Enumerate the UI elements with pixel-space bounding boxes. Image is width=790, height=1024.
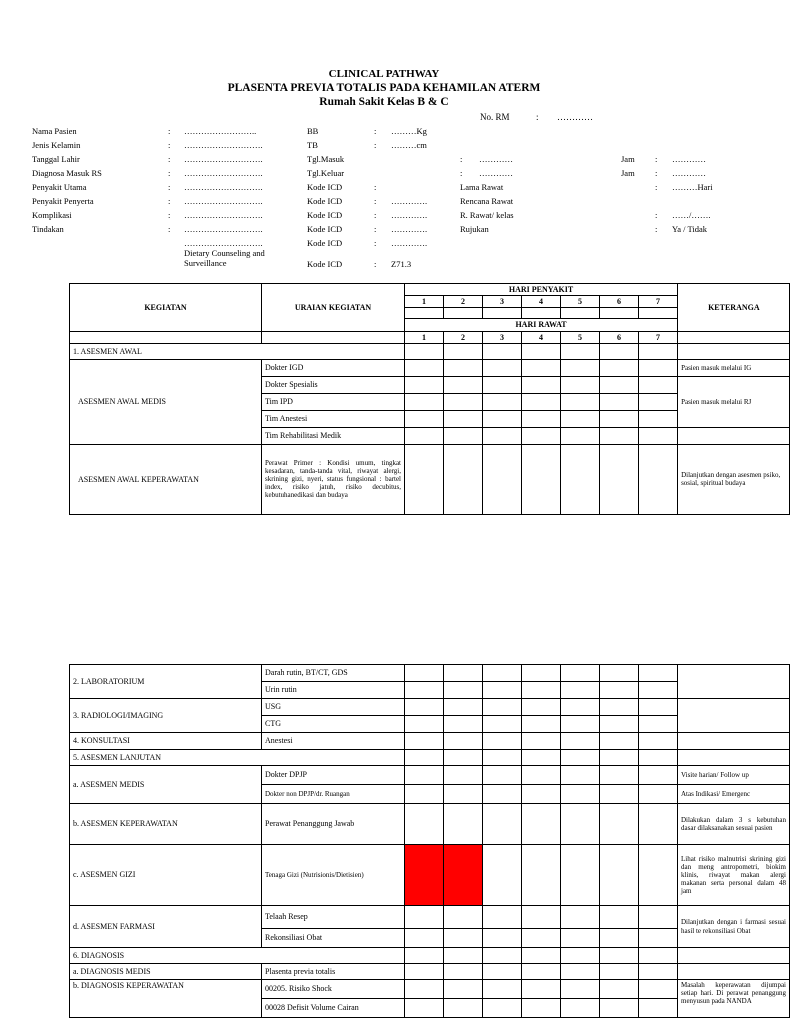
check-cell[interactable] bbox=[444, 359, 483, 376]
check-cell[interactable] bbox=[444, 766, 483, 785]
value-kode-icd-z713: Z71.3 bbox=[391, 259, 412, 269]
ket-asesmen-igd: Pasien masuk melalui IG bbox=[678, 359, 790, 376]
check-cell[interactable] bbox=[600, 716, 639, 733]
label-kode-icd: Kode ICD bbox=[307, 259, 343, 269]
check-cell[interactable] bbox=[600, 410, 639, 427]
check-cell[interactable] bbox=[444, 733, 483, 750]
colon: : bbox=[168, 182, 171, 192]
check-cell[interactable] bbox=[405, 766, 444, 785]
label-nama-pasien: Nama Pasien bbox=[32, 126, 77, 136]
value-kode-icd[interactable]: …………. bbox=[391, 224, 428, 234]
label-ruang-rawat: R. Rawat/ kelas bbox=[460, 210, 514, 220]
check-cell[interactable] bbox=[444, 410, 483, 427]
check-cell[interactable] bbox=[600, 929, 639, 948]
colon: : bbox=[374, 224, 377, 234]
value-kode-icd[interactable]: …………. bbox=[391, 196, 428, 206]
value-jam-masuk[interactable]: ………… bbox=[672, 154, 706, 164]
item-tim-rehab: Tim Rehabilitasi Medik bbox=[262, 427, 405, 444]
section-asesmen-lanjutan: 5. ASESMEN LANJUTAN bbox=[70, 750, 405, 766]
check-cell[interactable] bbox=[522, 716, 561, 733]
text-perawat-primer: Perawat Primer : Kondisi umum, tingkat kesadaran, tanda-tanda vital, riwayat alergi, skrining gizi, nyeri, status fungsional : bartel index, risiko jatuh, risiko decubitus, kebutuhanedikasi dan budaya bbox=[262, 444, 405, 514]
check-cell[interactable] bbox=[405, 682, 444, 699]
check-cell[interactable] bbox=[405, 980, 444, 999]
ket-asesmen-rj: Pasien masuk melalui RJ bbox=[678, 376, 790, 427]
check-cell[interactable] bbox=[522, 804, 561, 845]
check-cell[interactable] bbox=[639, 665, 678, 682]
value-komplikasi[interactable]: ………………………. bbox=[184, 210, 263, 220]
check-cell[interactable] bbox=[561, 682, 600, 699]
check-cell[interactable] bbox=[522, 964, 561, 980]
check-cell[interactable] bbox=[561, 733, 600, 750]
item-dokter-dpjp: Dokter DPJP bbox=[262, 766, 405, 785]
label-penyakit-utama: Penyakit Utama bbox=[32, 182, 87, 192]
check-cell[interactable] bbox=[600, 682, 639, 699]
check-cell[interactable] bbox=[639, 980, 678, 999]
label-tgl-keluar: Tgl.Keluar bbox=[307, 168, 345, 178]
check-cell[interactable] bbox=[483, 999, 522, 1018]
check-cell[interactable] bbox=[483, 444, 522, 514]
item-darah-rutin: Darah rutin, BT/CT, GDS bbox=[262, 665, 405, 682]
colon: : bbox=[168, 210, 171, 220]
check-cell[interactable] bbox=[639, 766, 678, 785]
label-komplikasi: Komplikasi bbox=[32, 210, 72, 220]
date-cell[interactable] bbox=[600, 308, 639, 319]
value-ruang-rawat[interactable]: ……/……. bbox=[672, 210, 711, 220]
item-anestesi: Anestesi bbox=[262, 733, 405, 750]
check-cell[interactable] bbox=[639, 410, 678, 427]
item-defisit-volume: 00028 Defisit Volume Cairan bbox=[262, 999, 405, 1018]
no-rm-colon: : bbox=[536, 112, 539, 122]
colon: : bbox=[374, 259, 377, 269]
check-cell[interactable] bbox=[600, 444, 639, 514]
blank-cell bbox=[70, 331, 262, 343]
item-dokter-spesialis: Dokter Spesialis bbox=[262, 376, 405, 393]
check-cell[interactable] bbox=[405, 359, 444, 376]
check-cell[interactable] bbox=[561, 376, 600, 393]
check-cell[interactable] bbox=[444, 444, 483, 514]
check-cell[interactable] bbox=[522, 376, 561, 393]
section-diagnosis: 6. DIAGNOSIS bbox=[70, 948, 405, 964]
label-rujukan: Rujukan bbox=[460, 224, 489, 234]
check-cell[interactable] bbox=[522, 845, 561, 906]
label-lama-rawat: Lama Rawat bbox=[460, 182, 504, 192]
no-rm-value[interactable]: ………… bbox=[557, 112, 594, 122]
check-cell[interactable] bbox=[522, 665, 561, 682]
value-nama-pasien[interactable]: …………………….. bbox=[184, 126, 257, 136]
pathway-table-2 bbox=[69, 664, 790, 1018]
check-cell[interactable] bbox=[405, 716, 444, 733]
check-cell[interactable] bbox=[639, 682, 678, 699]
check-cell[interactable] bbox=[405, 999, 444, 1018]
header-kegiatan: KEGIATAN bbox=[70, 284, 262, 332]
check-cell[interactable] bbox=[483, 785, 522, 804]
date-cell[interactable] bbox=[405, 308, 444, 319]
check-cell[interactable] bbox=[600, 999, 639, 1018]
day-number: 1 bbox=[405, 331, 444, 343]
check-cell[interactable] bbox=[639, 376, 678, 393]
label-bb: BB bbox=[307, 126, 319, 136]
check-cell[interactable] bbox=[600, 359, 639, 376]
check-cell[interactable] bbox=[483, 845, 522, 906]
day-number: 7 bbox=[639, 331, 678, 343]
header-hari-penyakit: HARI PENYAKIT bbox=[405, 284, 678, 296]
check-cell[interactable] bbox=[561, 785, 600, 804]
check-cell[interactable] bbox=[561, 444, 600, 514]
item-tenaga-gizi: Tenaga Gizi (Nutrisionis/Dietisien) bbox=[262, 845, 405, 906]
check-cell[interactable] bbox=[405, 410, 444, 427]
check-cell[interactable] bbox=[600, 699, 639, 716]
check-cell[interactable] bbox=[405, 444, 444, 514]
label-laboratorium: 2. LABORATORIUM bbox=[70, 665, 262, 699]
colon: : bbox=[655, 154, 658, 164]
check-cell[interactable] bbox=[600, 766, 639, 785]
check-cell[interactable] bbox=[561, 804, 600, 845]
item-usg: USG bbox=[262, 699, 405, 716]
label-asesmen-farmasi: d. ASESMEN FARMASI bbox=[70, 906, 262, 948]
label-tgl-masuk: Tgl.Masuk bbox=[307, 154, 345, 164]
label-jam: Jam bbox=[621, 154, 635, 164]
label-jenis-kelamin: Jenis Kelamin bbox=[32, 140, 81, 150]
check-cell[interactable] bbox=[405, 906, 444, 929]
label-diagnosis-keperawatan: b. DIAGNOSIS KEPERAWATAN bbox=[70, 980, 262, 1018]
check-cell[interactable] bbox=[600, 980, 639, 999]
colon: : bbox=[655, 168, 658, 178]
label-tanggal-lahir: Tanggal Lahir bbox=[32, 154, 80, 164]
item-perawat-pj: Perawat Penanggung Jawab bbox=[262, 804, 405, 845]
date-cell[interactable] bbox=[444, 308, 483, 319]
highlight-cell[interactable] bbox=[405, 845, 444, 906]
ket-indikasi: Atas Indikasi/ Emergenc bbox=[678, 785, 790, 804]
patient-identity-block bbox=[0, 0, 768, 280]
ket-diagnosis-kep: Masalah keperawatan dijumpai setiap hari. Di perawat penanggung menyusun pada NANDA bbox=[678, 980, 790, 1018]
check-cell[interactable] bbox=[522, 999, 561, 1018]
check-cell[interactable] bbox=[483, 929, 522, 948]
check-cell[interactable] bbox=[405, 699, 444, 716]
colon: : bbox=[655, 182, 658, 192]
check-cell[interactable] bbox=[522, 427, 561, 444]
check-cell[interactable] bbox=[444, 716, 483, 733]
check-cell[interactable] bbox=[444, 964, 483, 980]
value-bb[interactable]: ………Kg bbox=[391, 126, 427, 136]
label-asesmen-awal-kep: ASESMEN AWAL KEPERAWATAN bbox=[70, 444, 262, 514]
check-cell[interactable] bbox=[561, 766, 600, 785]
check-cell[interactable] bbox=[639, 716, 678, 733]
no-rm-label: No. RM bbox=[480, 112, 510, 122]
item-plasenta-previa: Plasenta previa totalis bbox=[262, 964, 405, 980]
value-jam-keluar[interactable]: ………… bbox=[672, 168, 706, 178]
day-number: 6 bbox=[600, 331, 639, 343]
check-cell[interactable] bbox=[600, 785, 639, 804]
colon: : bbox=[655, 224, 658, 234]
check-cell[interactable] bbox=[483, 427, 522, 444]
check-cell[interactable] bbox=[561, 427, 600, 444]
check-cell[interactable] bbox=[522, 682, 561, 699]
section-asesmen-awal: 1. ASESMEN AWAL bbox=[70, 343, 405, 359]
check-cell[interactable] bbox=[639, 785, 678, 804]
label-konsultasi: 4. KONSULTASI bbox=[70, 733, 262, 750]
check-cell[interactable] bbox=[561, 410, 600, 427]
check-cell[interactable] bbox=[600, 845, 639, 906]
check-cell[interactable] bbox=[483, 980, 522, 999]
check-cell[interactable] bbox=[405, 964, 444, 980]
check-cell[interactable] bbox=[444, 785, 483, 804]
check-cell[interactable] bbox=[561, 999, 600, 1018]
ket-asesmen-kep: Dilanjutkan dengan asesmen psiko, sosial, spiritual budaya bbox=[678, 444, 790, 514]
date-cell[interactable] bbox=[483, 308, 522, 319]
check-cell[interactable] bbox=[444, 999, 483, 1018]
check-cell[interactable] bbox=[600, 906, 639, 929]
day-number: 4 bbox=[522, 296, 561, 308]
pathway-title: CLINICAL PATHWAY bbox=[328, 68, 440, 80]
day-number: 2 bbox=[444, 331, 483, 343]
label-kode-icd: Kode ICD bbox=[307, 182, 343, 192]
label-asesmen-medis: a. ASESMEN MEDIS bbox=[70, 766, 262, 804]
check-cell[interactable] bbox=[444, 427, 483, 444]
check-cell[interactable] bbox=[522, 980, 561, 999]
check-cell[interactable] bbox=[522, 785, 561, 804]
check-cell[interactable] bbox=[444, 906, 483, 929]
check-cell[interactable] bbox=[639, 929, 678, 948]
day-number: 3 bbox=[483, 331, 522, 343]
check-cell[interactable] bbox=[522, 359, 561, 376]
item-tim-ipd: Tim IPD bbox=[262, 393, 405, 410]
header-keterangan: KETERANGA bbox=[678, 284, 790, 332]
check-cell[interactable] bbox=[522, 393, 561, 410]
label-tb: TB bbox=[307, 140, 318, 150]
check-cell[interactable] bbox=[639, 906, 678, 929]
item-dokter-igd: Dokter IGD bbox=[262, 359, 405, 376]
dietary-counseling: Dietary Counseling and Surveillance bbox=[184, 248, 265, 269]
colon: : bbox=[460, 168, 463, 178]
value-diagnosa-masuk[interactable]: ………………………. bbox=[184, 168, 263, 178]
colon: : bbox=[168, 140, 171, 150]
check-cell[interactable] bbox=[639, 699, 678, 716]
colon: : bbox=[374, 238, 377, 248]
day-number: 3 bbox=[483, 296, 522, 308]
check-cell[interactable] bbox=[561, 665, 600, 682]
item-tim-anestesi: Tim Anestesi bbox=[262, 410, 405, 427]
colon: : bbox=[374, 210, 377, 220]
check-cell[interactable] bbox=[639, 845, 678, 906]
check-cell[interactable] bbox=[600, 733, 639, 750]
check-cell[interactable] bbox=[483, 804, 522, 845]
blank-cell bbox=[262, 331, 405, 343]
ket-keperawatan: Dilakukan dalam 3 s kebutuhan dasar dilaksanakan sesuai pasien bbox=[678, 804, 790, 845]
blank-cell bbox=[678, 331, 790, 343]
pathway-subtitle: PLASENTA PREVIA TOTALIS PADA KEHAMILAN ATERM bbox=[227, 82, 541, 94]
check-cell[interactable] bbox=[483, 376, 522, 393]
check-cell[interactable] bbox=[522, 410, 561, 427]
check-cell[interactable] bbox=[483, 964, 522, 980]
day-number: 1 bbox=[405, 296, 444, 308]
value-tanggal-lahir[interactable]: ………………………. bbox=[184, 154, 263, 164]
check-cell[interactable] bbox=[483, 410, 522, 427]
day-number: 5 bbox=[561, 296, 600, 308]
value-penyakit-penyerta[interactable]: ………………………. bbox=[184, 196, 263, 206]
value-penyakit-utama[interactable]: ………………………. bbox=[184, 182, 263, 192]
colon: : bbox=[168, 224, 171, 234]
check-cell[interactable] bbox=[600, 393, 639, 410]
day-number: 7 bbox=[639, 296, 678, 308]
check-cell[interactable] bbox=[639, 427, 678, 444]
label-kode-icd: Kode ICD bbox=[307, 210, 343, 220]
check-cell[interactable] bbox=[561, 980, 600, 999]
check-cell[interactable] bbox=[405, 393, 444, 410]
colon: : bbox=[374, 196, 377, 206]
value-tindakan[interactable]: ………………………. bbox=[184, 224, 263, 234]
check-cell[interactable] bbox=[639, 359, 678, 376]
label-asesmen-keperawatan: b. ASESMEN KEPERAWATAN bbox=[70, 804, 262, 845]
check-cell[interactable] bbox=[483, 906, 522, 929]
check-cell[interactable] bbox=[444, 699, 483, 716]
label-asesmen-gizi: c. ASESMEN GIZI bbox=[70, 845, 262, 906]
colon: : bbox=[168, 168, 171, 178]
check-cell[interactable] bbox=[561, 716, 600, 733]
check-cell[interactable] bbox=[522, 699, 561, 716]
date-cell[interactable] bbox=[561, 308, 600, 319]
day-number: 4 bbox=[522, 331, 561, 343]
value-tb[interactable]: ………cm bbox=[391, 140, 427, 150]
label-tindakan: Tindakan bbox=[32, 224, 64, 234]
value-jenis-kelamin[interactable]: ………………………. bbox=[184, 140, 263, 150]
check-cell[interactable] bbox=[600, 804, 639, 845]
item-risiko-shock: 00205. Risiko Shock bbox=[262, 980, 405, 999]
check-cell[interactable] bbox=[561, 906, 600, 929]
label-radiologi: 3. RADIOLOGI/IMAGING bbox=[70, 699, 262, 733]
check-cell[interactable] bbox=[561, 964, 600, 980]
hospital-class: Rumah Sakit Kelas B & C bbox=[319, 96, 449, 108]
check-cell[interactable] bbox=[639, 733, 678, 750]
item-dokter-non-dpjp: Dokter non DPJP/dr. Ruangan bbox=[262, 785, 405, 804]
item-ctg: CTG bbox=[262, 716, 405, 733]
check-cell[interactable] bbox=[405, 733, 444, 750]
check-cell[interactable] bbox=[483, 699, 522, 716]
item-telaah-resep: Telaah Resep bbox=[262, 906, 405, 929]
check-cell[interactable] bbox=[639, 999, 678, 1018]
check-cell[interactable] bbox=[405, 427, 444, 444]
header-uraian: URAIAN KEGIATAN bbox=[262, 284, 405, 332]
check-cell[interactable] bbox=[522, 766, 561, 785]
check-cell[interactable] bbox=[405, 665, 444, 682]
colon: : bbox=[374, 140, 377, 150]
value-kode-icd[interactable]: …………. bbox=[391, 238, 428, 248]
day-number: 6 bbox=[600, 296, 639, 308]
check-cell[interactable] bbox=[522, 906, 561, 929]
label-rencana-rawat: Rencana Rawat bbox=[460, 196, 514, 206]
check-cell[interactable] bbox=[483, 716, 522, 733]
check-cell[interactable] bbox=[600, 427, 639, 444]
check-cell[interactable] bbox=[600, 665, 639, 682]
label-penyakit-penyerta: Penyakit Penyerta bbox=[32, 196, 94, 206]
check-cell[interactable] bbox=[405, 376, 444, 393]
check-cell[interactable] bbox=[639, 804, 678, 845]
check-cell[interactable] bbox=[405, 804, 444, 845]
check-cell[interactable] bbox=[483, 682, 522, 699]
item-urin-rutin: Urin rutin bbox=[262, 682, 405, 699]
value-tindakan-2[interactable]: ………………………. bbox=[184, 238, 263, 248]
colon: : bbox=[168, 196, 171, 206]
check-cell[interactable] bbox=[639, 444, 678, 514]
check-cell[interactable] bbox=[444, 980, 483, 999]
label-kode-icd: Kode ICD bbox=[307, 238, 343, 248]
check-cell[interactable] bbox=[405, 785, 444, 804]
label-diagnosis-medis: a. DIAGNOSIS MEDIS bbox=[70, 964, 262, 980]
value-rujukan[interactable]: Ya / Tidak bbox=[672, 224, 708, 234]
value-lama-rawat[interactable]: ………Hari bbox=[672, 182, 713, 192]
colon: : bbox=[168, 126, 171, 136]
date-cell[interactable] bbox=[639, 308, 678, 319]
check-cell[interactable] bbox=[483, 359, 522, 376]
highlight-cell[interactable] bbox=[444, 845, 483, 906]
colon: : bbox=[460, 154, 463, 164]
ket-gizi: Lihat risiko malnutrisi skrining gizi dan meng antropometri, biokim klinis, riwayat makan alergi makanan serta personal dalam 48 jam bbox=[678, 845, 790, 906]
label-jam: Jam bbox=[621, 168, 635, 178]
check-cell[interactable] bbox=[483, 393, 522, 410]
check-cell[interactable] bbox=[444, 929, 483, 948]
value-kode-icd[interactable]: …………. bbox=[391, 210, 428, 220]
colon: : bbox=[168, 154, 171, 164]
day-number: 5 bbox=[561, 331, 600, 343]
check-cell[interactable] bbox=[522, 733, 561, 750]
label-diagnosa-masuk: Diagnosa Masuk RS bbox=[32, 168, 102, 178]
colon: : bbox=[374, 126, 377, 136]
check-cell[interactable] bbox=[561, 359, 600, 376]
header-hari-rawat: HARI RAWAT bbox=[405, 319, 678, 331]
label-kode-icd: Kode ICD bbox=[307, 224, 343, 234]
check-cell[interactable] bbox=[522, 929, 561, 948]
item-rekonsiliasi-obat: Rekonsiliasi Obat bbox=[262, 929, 405, 948]
check-cell[interactable] bbox=[444, 665, 483, 682]
check-cell[interactable] bbox=[561, 929, 600, 948]
colon: : bbox=[374, 182, 377, 192]
pathway-table-1 bbox=[69, 283, 790, 515]
check-cell[interactable] bbox=[600, 376, 639, 393]
label-kode-icd: Kode ICD bbox=[307, 196, 343, 206]
check-cell[interactable] bbox=[600, 964, 639, 980]
check-cell[interactable] bbox=[444, 804, 483, 845]
day-number: 2 bbox=[444, 296, 483, 308]
colon: : bbox=[655, 210, 658, 220]
check-cell[interactable] bbox=[483, 665, 522, 682]
check-cell[interactable] bbox=[444, 393, 483, 410]
check-cell[interactable] bbox=[561, 845, 600, 906]
check-cell[interactable] bbox=[444, 682, 483, 699]
ket-visite: Visite harian/ Follow up bbox=[678, 766, 790, 785]
check-cell[interactable] bbox=[561, 699, 600, 716]
value-tgl-keluar[interactable]: ………… bbox=[479, 168, 513, 178]
check-cell[interactable] bbox=[405, 929, 444, 948]
check-cell[interactable] bbox=[522, 444, 561, 514]
date-cell[interactable] bbox=[522, 308, 561, 319]
check-cell[interactable] bbox=[444, 376, 483, 393]
label-asesmen-awal-medis: ASESMEN AWAL MEDIS bbox=[70, 359, 262, 444]
check-cell[interactable] bbox=[483, 766, 522, 785]
check-cell[interactable] bbox=[639, 393, 678, 410]
check-cell[interactable] bbox=[561, 393, 600, 410]
check-cell[interactable] bbox=[639, 964, 678, 980]
check-cell[interactable] bbox=[483, 733, 522, 750]
ket-farmasi: Dilanjutkan dengan i farmasi sesuai hasil te rekonsiliasi Obat bbox=[678, 906, 790, 948]
value-tgl-masuk[interactable]: ………… bbox=[479, 154, 513, 164]
